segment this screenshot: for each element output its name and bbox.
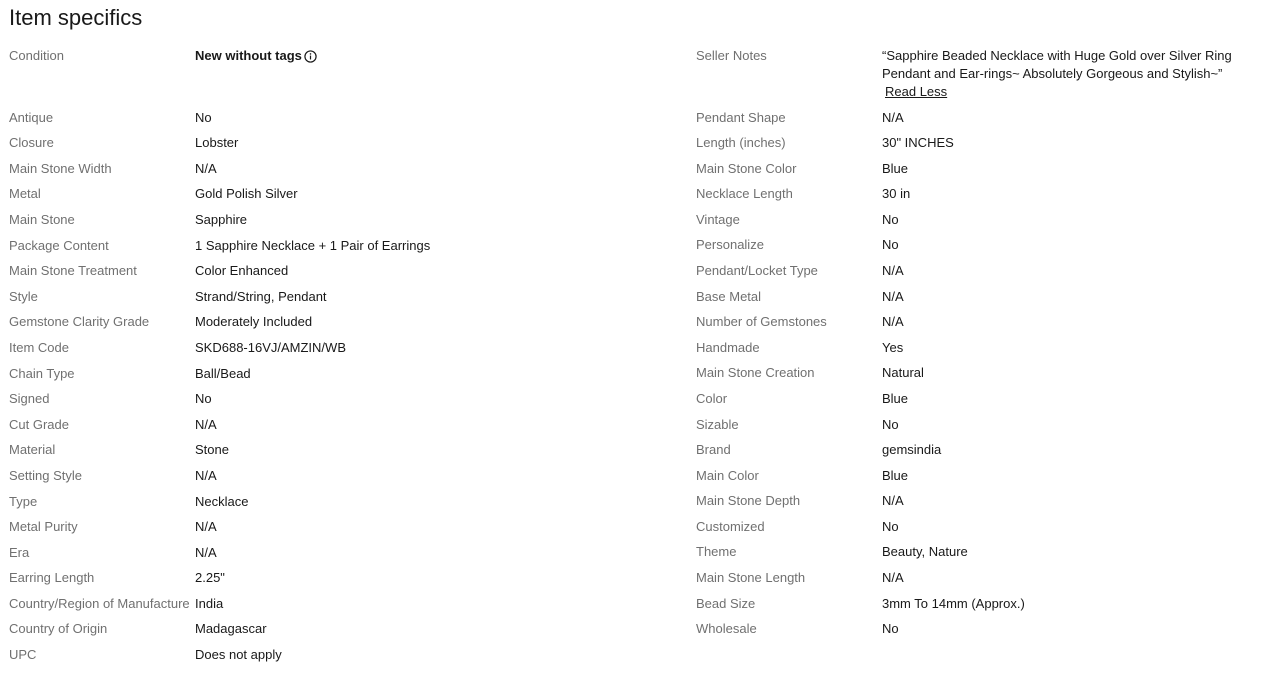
spec-value: N/A	[882, 109, 904, 125]
spec-value: Necklace	[195, 493, 249, 509]
spec-value: N/A	[882, 314, 904, 330]
spec-label: Package Content	[9, 237, 109, 253]
spec-value: gemsindia	[882, 442, 942, 458]
spec-value: Gold Polish Silver	[195, 186, 298, 202]
spec-label: Base Metal	[696, 288, 762, 304]
spec-label: Main Color	[696, 467, 759, 483]
spec-label: Type	[9, 493, 38, 509]
spec-row	[696, 492, 1262, 518]
spec-row	[696, 160, 1262, 186]
spec-value: No	[882, 416, 899, 432]
spec-row	[9, 493, 669, 519]
spec-value: Does not apply	[195, 647, 282, 663]
spec-label: UPC	[9, 647, 37, 663]
spec-row	[9, 134, 669, 160]
spec-label: Country/Region of Manufacture	[9, 595, 190, 611]
spec-row	[696, 236, 1262, 262]
spec-row	[696, 364, 1262, 390]
spec-value: N/A	[195, 544, 217, 560]
spec-row	[9, 620, 669, 646]
spec-value: Blue	[882, 467, 909, 483]
spec-row	[696, 620, 1262, 646]
spec-value: Moderately Included	[195, 314, 313, 330]
spec-value: N/A	[882, 493, 904, 509]
spec-row	[9, 365, 669, 391]
spec-value: 2.25"	[195, 570, 225, 586]
spec-row	[696, 134, 1262, 160]
spec-row	[9, 416, 669, 442]
spec-row	[9, 441, 669, 467]
spec-value: No	[195, 391, 212, 407]
spec-value: Strand/String, Pendant	[195, 288, 327, 304]
spec-label: Main Stone Creation	[696, 365, 815, 381]
spec-row	[696, 313, 1262, 339]
spec-label: Cut Grade	[9, 416, 69, 432]
spec-label: Pendant/Locket Type	[696, 263, 818, 279]
spec-value: Stone	[195, 442, 229, 458]
spec-label: Setting Style	[9, 467, 82, 483]
spec-row	[9, 160, 669, 186]
spec-row	[696, 262, 1262, 288]
spec-label: Pendant Shape	[696, 109, 786, 125]
spec-row	[9, 569, 669, 595]
spec-row	[9, 185, 669, 211]
spec-row	[696, 595, 1262, 621]
spec-label: Sizable	[696, 416, 739, 432]
spec-label: Signed	[9, 391, 50, 407]
spec-row	[696, 390, 1262, 416]
spec-label: Customized	[696, 518, 765, 534]
seller-notes-text: “Sapphire Beaded Necklace with Huge Gold over Silver Ring Pendant and Ear-rings~ Absolutely Gorgeous and Stylish~”	[882, 48, 1232, 81]
spec-label: Earring Length	[9, 570, 95, 586]
spec-value: No	[882, 211, 899, 227]
spec-row	[9, 390, 669, 416]
spec-value: 1 Sapphire Necklace + 1 Pair of Earrings	[195, 237, 431, 253]
right-column	[696, 47, 1262, 646]
section-title: Item specifics	[9, 5, 143, 30]
spec-label: Item Code	[9, 339, 69, 355]
condition-label: Condition	[9, 48, 64, 63]
spec-row	[9, 646, 669, 672]
spec-value: 30" INCHES	[882, 135, 954, 151]
spec-value: Sapphire	[195, 211, 248, 227]
spec-label: Necklace Length	[696, 186, 793, 202]
spec-label: Metal	[9, 186, 41, 202]
spec-value: Ball/Bead	[195, 365, 251, 381]
spec-value: Blue	[882, 160, 909, 176]
spec-value: No	[195, 109, 212, 125]
spec-row	[9, 595, 669, 621]
spec-value: No	[882, 518, 899, 534]
spec-label: Vintage	[696, 211, 740, 227]
spec-value: No	[882, 237, 899, 253]
spec-row	[9, 313, 669, 339]
spec-value: 3mm To 14mm (Approx.)	[882, 595, 1025, 611]
spec-label: Length (inches)	[696, 135, 786, 151]
spec-row	[9, 544, 669, 570]
spec-row	[9, 467, 669, 493]
seller-notes-row	[696, 47, 1262, 109]
spec-label: Country of Origin	[9, 621, 108, 637]
spec-label: Style	[9, 288, 38, 304]
spec-row	[9, 237, 669, 263]
spec-row	[9, 211, 669, 237]
spec-label: Antique	[9, 109, 54, 125]
spec-value: Yes	[882, 339, 904, 355]
spec-value: N/A	[195, 467, 217, 483]
spec-value: N/A	[882, 263, 904, 279]
spec-row	[696, 185, 1262, 211]
spec-label: Material	[9, 442, 56, 458]
left-specifics-list	[9, 109, 669, 672]
spec-value: Lobster	[195, 135, 239, 151]
spec-label: Handmade	[696, 339, 760, 355]
info-icon[interactable]	[304, 50, 317, 63]
spec-row	[696, 211, 1262, 237]
spec-row	[696, 569, 1262, 595]
spec-row	[696, 109, 1262, 135]
spec-value: N/A	[882, 288, 904, 304]
spec-value: Natural	[882, 365, 924, 381]
seller-notes-value	[882, 47, 1262, 101]
spec-label: Main Stone Length	[696, 570, 806, 585]
spec-row	[696, 288, 1262, 314]
spec-row	[9, 109, 669, 135]
spec-label: Color	[696, 390, 728, 406]
spec-value: Madagascar	[195, 621, 267, 637]
condition-row	[9, 47, 669, 109]
spec-value: N/A	[882, 570, 904, 585]
spec-label: Metal Purity	[9, 519, 78, 535]
spec-label: Main Stone Width	[9, 160, 112, 176]
spec-row	[9, 518, 669, 544]
spec-label: Chain Type	[9, 365, 75, 381]
spec-label: Number of Gemstones	[696, 314, 827, 330]
spec-label: Main Stone	[9, 211, 75, 227]
seller-notes-label: Seller Notes	[696, 48, 767, 63]
spec-label: Closure	[9, 135, 54, 151]
spec-label: Main Stone Color	[696, 160, 797, 176]
right-specifics-list	[696, 109, 1262, 646]
spec-label: Main Stone Treatment	[9, 263, 137, 279]
read-less-link[interactable]: Read Less	[885, 84, 948, 99]
spec-value: India	[195, 595, 224, 611]
spec-label: Wholesale	[696, 621, 757, 637]
spec-value: Blue	[882, 390, 909, 406]
spec-row	[9, 262, 669, 288]
spec-label: Main Stone Depth	[696, 493, 801, 509]
condition-text: New without tags	[195, 48, 302, 63]
spec-value: N/A	[195, 519, 217, 535]
spec-value: 30 in	[882, 186, 911, 202]
spec-value: Color Enhanced	[195, 263, 289, 279]
spec-label: Gemstone Clarity Grade	[9, 314, 150, 330]
spec-row	[696, 467, 1262, 493]
spec-label: Theme	[696, 544, 737, 560]
spec-label: Bead Size	[696, 595, 756, 611]
spec-row	[696, 416, 1262, 442]
spec-row	[696, 543, 1262, 569]
spec-row	[696, 518, 1262, 544]
condition-value	[195, 47, 669, 65]
spec-label: Brand	[696, 442, 731, 458]
spec-value: Beauty, Nature	[882, 544, 968, 560]
spec-value: SKD688-16VJ/AMZIN/WB	[195, 339, 346, 355]
spec-value: N/A	[195, 416, 217, 432]
spec-row	[696, 441, 1262, 467]
spec-row	[9, 288, 669, 314]
spec-row	[696, 339, 1262, 365]
spec-value: No	[882, 621, 899, 637]
spec-row	[9, 339, 669, 365]
spec-label: Era	[9, 544, 30, 560]
left-column	[9, 47, 669, 672]
spec-label: Personalize	[696, 237, 764, 253]
spec-value: N/A	[195, 160, 217, 176]
